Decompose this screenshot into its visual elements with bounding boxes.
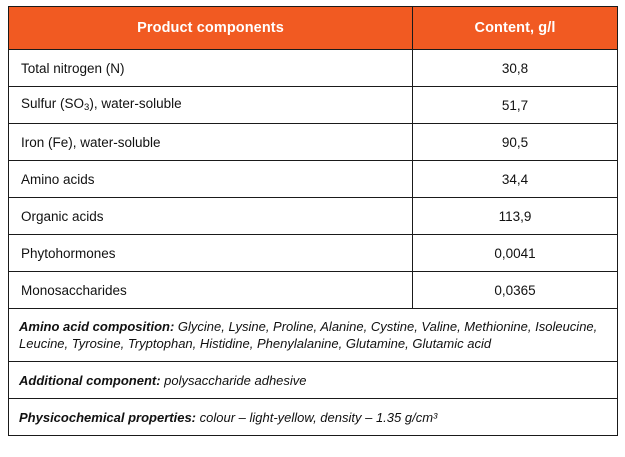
table-row (9, 124, 618, 161)
table-row (9, 198, 618, 235)
note-text: polysaccharide adhesive (160, 372, 307, 388)
component-value: 30,8 (413, 50, 618, 87)
table-row (9, 272, 618, 309)
amino-acid-composition-note (9, 309, 618, 362)
component-name: Amino acids (9, 161, 413, 198)
component-name-subscript: 3 (84, 102, 90, 114)
product-composition-table (8, 6, 618, 436)
component-name-text: Sulfur (SO (21, 96, 85, 112)
column-header-content: Content, g/l (413, 7, 618, 50)
table-note-row (9, 309, 618, 362)
table-note-row (9, 399, 618, 436)
component-name: Phytohormones (9, 235, 413, 272)
table-row (9, 235, 618, 272)
component-value: 51,7 (413, 87, 618, 124)
physicochemical-properties-note (9, 399, 618, 436)
component-value: 0,0041 (413, 235, 618, 272)
component-value: 113,9 (413, 198, 618, 235)
component-name: Monosaccharides (9, 272, 413, 309)
additional-component-note (9, 362, 618, 399)
note-label: Additional component: (19, 372, 161, 388)
note-label: Physicochemical properties: (19, 409, 197, 425)
table-row (9, 161, 618, 198)
table-note-row (9, 362, 618, 399)
component-name: Organic acids (9, 198, 413, 235)
table-header (9, 7, 618, 50)
component-name: Total nitrogen (N) (9, 50, 413, 87)
table-header-row (9, 7, 618, 50)
table-row (9, 87, 618, 124)
component-value: 34,4 (413, 161, 618, 198)
note-label: Amino acid composition: (19, 319, 175, 334)
component-name (9, 87, 413, 124)
component-name-text-suffix: ), water-soluble (89, 96, 182, 112)
component-value: 90,5 (413, 124, 618, 161)
note-text: colour – light-yellow, density – 1.35 g/cm³ (196, 409, 438, 425)
table-body (9, 50, 618, 436)
component-value: 0,0365 (413, 272, 618, 309)
component-name: Iron (Fe), water-soluble (9, 124, 413, 161)
table-row (9, 50, 618, 87)
column-header-component: Product components (9, 7, 413, 50)
note-text: Glycine, Lysine, Proline, Alanine, Cystine, Valine, Methionine, Isoleucine, Leucine, Tyrosine, Tryptophan, Histidine, Phenylalanine, Glutamine, Glutamic acid (19, 319, 598, 352)
